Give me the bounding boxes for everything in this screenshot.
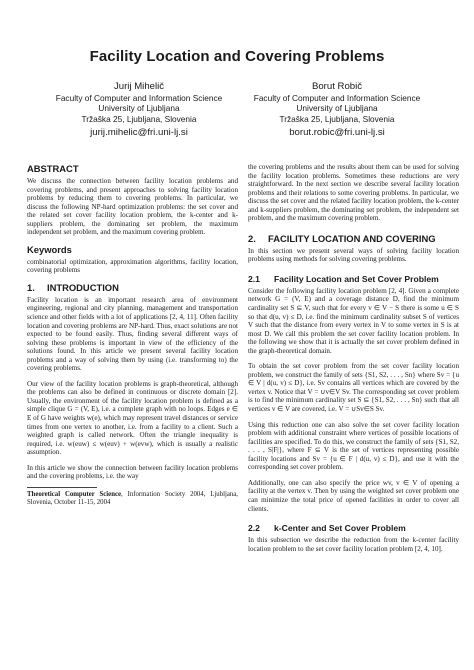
subsection-number: 2.2 <box>248 523 260 534</box>
section-heading-introduction <box>27 282 238 293</box>
subsection-number: 2.1 <box>248 273 260 284</box>
author-name: Jurij Mihelič <box>113 81 165 92</box>
author-address: Tržaška 25, Ljubljana, Slovenia <box>81 113 197 124</box>
left-column <box>27 163 238 507</box>
section-2-paragraph: In this section we present several ways of solving facility location problems using methods for solving covering problems. <box>248 246 459 264</box>
subsection-heading-2-2 <box>248 523 459 533</box>
author-block-1 <box>39 81 239 139</box>
subsection-2-2-paragraph-1: In this subsection we describe the reduction from the k-center facility location problem to the set cover facility location problem [2, 4, 10]. <box>248 536 459 553</box>
keywords-text: combinatorial optimization, approximation algorithms, facility location, covering problems <box>27 257 238 275</box>
intro-paragraph-2: Our view of the facility location problems is graph-theoretical, although the problems can also be defined in continuous or discrete domain [2]. Usually, the environment of the facility location problem is defined as a simple clique G = (V, E), i.e. a complete graph with no loops. Edges e ∈ E of G have weights w(e), which may represent travel distances or service times from one vertex to another, i.e. from a facility to a client. Such a weighted graph is called network. Often the triangle inequality is required, i.e. w(euw) ≤ w(euv) + w(evw), which is usually a realistic assumption. <box>27 379 238 457</box>
subsection-title: Facility Location and Set Cover Problem <box>274 273 439 284</box>
section-number: 2. <box>248 232 256 244</box>
footnote <box>27 491 238 507</box>
footnote-divider <box>27 487 97 488</box>
author-block-2 <box>237 81 437 139</box>
author-email[interactable]: jurij.mihelic@fri.uni-lj.si <box>90 127 188 139</box>
subsection-title: k-Center and Set Cover Problem <box>274 523 406 534</box>
author-university: University of Ljubljana <box>296 103 378 114</box>
subsection-2-1-paragraph-2: To obtain the set cover problem from the set cover facility location problem, we construct the family of sets {S1, S2, . . . , Sn} where Sv = {u ∈ V | d(u, v) ≤ D}, i.e. Sv contains all vertices which are covered by the vertex v. Notice that V = ∪v∈V Sv. The corresponding set cover problem is to find the minimum cardinality set S ⊆ {S1, S2, . . . , Sn} such that all vertices v ∈ V are covered, i.e. V = ∪Sv∈S Sv. <box>248 362 459 414</box>
subsection-2-1-paragraph-4: Additionally, one can also specify the price wv, v ∈ V of opening a facility at the vertex v. Then by using the weighted set cover problem one can minimize the total price of opened facilities in order to cover all clients. <box>248 478 459 513</box>
footnote-venue: Theoretical Computer Science <box>27 490 122 498</box>
author-university: University of Ljubljana <box>98 103 180 114</box>
paper-title: Facility Location and Covering Problems <box>89 48 385 65</box>
abstract-heading: ABSTRACT <box>27 163 79 174</box>
keywords-heading: Keywords <box>27 243 72 255</box>
section-heading-2 <box>248 233 459 244</box>
footnote-details: , Information Society 2004, Ljubljana, Slovenia, October 11-15, 2004 <box>27 490 238 506</box>
subsection-2-1-paragraph-3: Using this reduction one can also solve the set cover facility location problem with additional constraint where vertices of possible locations of facilities are specified. To do this, we construct the family of sets {S1, S2, . . . , S|F|}, where F ⊆ V is the set of vertices representing possible facility locations and Sv = {u ∈ F | d(u, v) ≤ D}, and use it with the corresponding set cover problem. <box>248 420 459 472</box>
right-column <box>248 163 459 553</box>
author-affiliation: Faculty of Computer and Information Science <box>253 93 421 103</box>
intro-paragraph-1: Facility location is an important research area of environment engineering, regional and city planning, management and transportation science and other fields with a lot of applications [2, 4, 11]. Often facility location and covering problems are NP-hard. Thus, exact solutions are not expected to be found easily. Thus, finding several different ways of solving these problems is important in view of the efficiency of the solutions found. In this article we present several facility location problems and a way of solving them by using (i.e. transforming to) the covering problems. <box>27 295 238 373</box>
author-address: Tržaška 25, Ljubljana, Slovenia <box>279 113 395 124</box>
subsection-heading-2-1 <box>248 274 459 284</box>
subsection-2-1-paragraph-1: Consider the following facility location problem [2, 4]. Given a complete network G = (V, E) and a coverage distance D, find the minimum cardinality set S ⊆ V, such that for every v ∈ V − S there is some u ∈ S so that d(u, v) ≤ D, i.e. find the minimum cardinality subset S of vertices V such that the distance from every vertex in V to some vertex in S is at most D. We call this problem the set cover facility location problem. In the following we show that it is actually the set cover problem defined in the graph-theoretical domain. <box>248 286 459 355</box>
author-email[interactable]: borut.robic@fri.uni-lj.si <box>289 127 385 139</box>
author-name: Borut Robič <box>311 81 363 92</box>
intro-paragraph-3: In this article we show the connection between facility location problems and the covering problems, i.e. the way <box>27 463 238 481</box>
section-number: 1. <box>27 281 35 293</box>
section-title: INTRODUCTION <box>47 281 119 293</box>
author-affiliation: Faculty of Computer and Information Science <box>55 93 223 103</box>
abstract-text: We discuss the connection between facility location problems and covering problems, and present approaches to solving facility location problems by reducing them to covering problems. In particular, we discuss the following NP-hard optimization problems: the set cover and the related set cover facility location problem, the k-center and k-suppliers problem, the dominating set problem, the maximum independent set problem, and the maximum covering problem. <box>27 177 238 237</box>
section-title: FACILITY LOCATION AND COVERING <box>268 232 436 244</box>
continued-paragraph: the covering problems and the results about them can be used for solving the facility location problems. Sometimes these reductions are very straightforward. In the next section we describe several facility location problems and their relations to some covering problems. In particular, we discuss the set cover and the related facility location problem, the k-center and k-suppliers problem, the dominating set problem, the independent set problem, and the maximum covering problem. <box>248 163 459 223</box>
